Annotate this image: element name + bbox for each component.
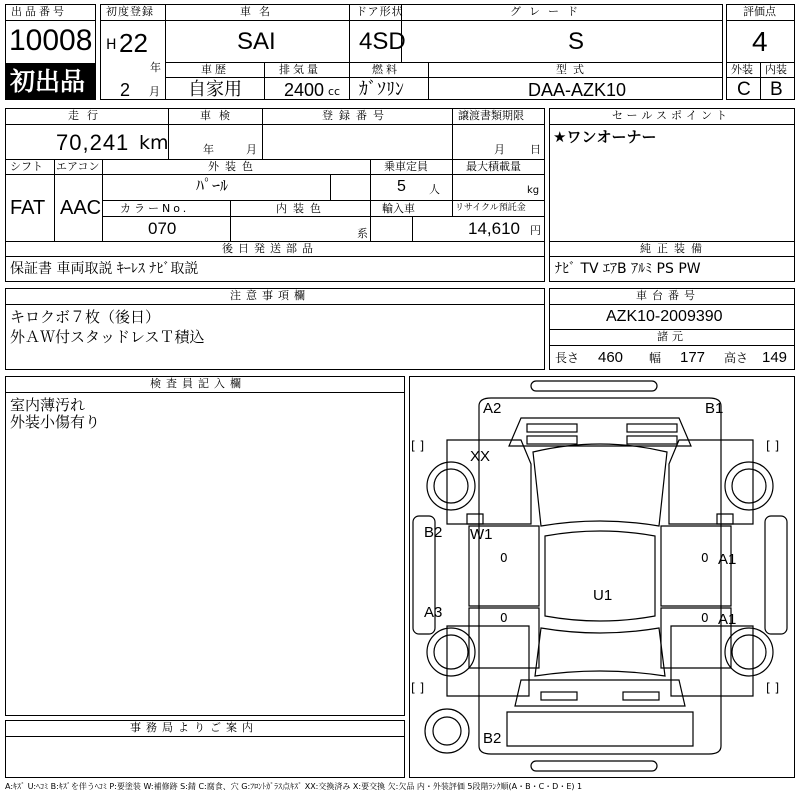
mileage-value: 70,241 bbox=[56, 130, 130, 155]
history-label: 車歴 bbox=[201, 63, 229, 76]
car-name-label: 車名 bbox=[240, 5, 278, 18]
genuine-equip-label: 純正装備 bbox=[640, 242, 708, 255]
inspection-month-unit: 月 bbox=[246, 143, 257, 156]
mark-rear: B2 bbox=[483, 730, 502, 747]
yen-unit: 円 bbox=[530, 224, 541, 237]
notes-line-2: 外ＡＷ付スタッドレスＴ積込 bbox=[10, 328, 205, 346]
door-value: 4SD bbox=[359, 28, 406, 55]
capacity-value: 5 bbox=[397, 178, 406, 195]
grade-value: S bbox=[568, 28, 585, 55]
lot-number-value: 10008 bbox=[9, 24, 93, 57]
bracket-left-front: [ ] bbox=[411, 439, 425, 453]
bracket-right-front: [ ] bbox=[766, 439, 780, 453]
doc-month-unit: 月 bbox=[494, 143, 505, 156]
mark-right-rear-door: A1 bbox=[718, 611, 737, 628]
model-code-label: 型式 bbox=[556, 63, 590, 76]
car-name-value: SAI bbox=[237, 28, 276, 55]
aircon-value: AAC bbox=[60, 197, 102, 219]
color-no-label: カラーNo. bbox=[120, 202, 190, 215]
chassis-label: 車台番号 bbox=[636, 289, 700, 302]
width-label: 幅 bbox=[649, 351, 662, 365]
score-label: 評価点 bbox=[743, 5, 776, 18]
displacement-value: 2400 bbox=[284, 80, 325, 100]
later-parts-label: 後日発送部品 bbox=[222, 242, 318, 255]
office-label: 事務局よりご案内 bbox=[130, 721, 258, 734]
inspection-label: 車検 bbox=[200, 109, 238, 122]
interior-label: 内装 bbox=[765, 63, 787, 76]
mark-left-rear-door: A3 bbox=[424, 604, 443, 621]
mileage-label: 走行 bbox=[68, 109, 106, 122]
sales-point-label: セールスポイント bbox=[612, 109, 732, 122]
year-unit: 年 bbox=[150, 61, 161, 74]
chassis-value: AZK10-2009390 bbox=[606, 308, 723, 325]
zero-mark-1: 0 bbox=[500, 551, 508, 565]
ext-color-label: 外装色 bbox=[208, 160, 259, 173]
fuel-value: ｶﾞｿﾘﾝ bbox=[359, 79, 404, 100]
notes-line-1: キロクボ７枚（後日） bbox=[10, 308, 161, 326]
mark-roof: U1 bbox=[593, 587, 613, 604]
shift-value: FAT bbox=[10, 197, 46, 219]
lot-number-label: 出品番号 bbox=[11, 5, 67, 18]
mark-hood: XX bbox=[470, 448, 491, 465]
length-value: 460 bbox=[598, 349, 624, 366]
capacity-label: 乗車定員 bbox=[384, 160, 428, 173]
mark-left-front-door: B2 bbox=[424, 524, 443, 541]
person-unit: 人 bbox=[429, 183, 440, 196]
genuine-equip-value: ﾅﾋﾞ TV ｴｱB ｱﾙﾐ PS PW bbox=[555, 261, 701, 277]
int-color-label: 内装色 bbox=[276, 202, 327, 215]
dimensions-label: 諸元 bbox=[657, 330, 687, 343]
door-label: ドア形状 bbox=[356, 5, 404, 18]
inspector-line-2: 外装小傷有り bbox=[10, 413, 101, 431]
displacement-label: 排気量 bbox=[279, 63, 321, 76]
legend-text: A:ｷｽﾞ U:ﾍｺﾐ B:ｷｽﾞを伴うﾍｺﾐ P:要塗装 W:補修跡 S:錆 C:腐食、穴 G:ﾌﾛﾝﾄｶﾞﾗｽ点ｷｽﾞ XX:交換済み X:要交換 欠:欠品 内・外装評価 5段階ﾗﾝｸ順(A・B・C・D・E) 1 bbox=[5, 782, 583, 791]
ext-color-value: ﾊﾟｰﾙ bbox=[196, 176, 229, 195]
reg-no-label: 登録番号 bbox=[322, 109, 390, 122]
exterior-label: 外装 bbox=[731, 63, 753, 76]
first-reg-label: 初度登録 bbox=[106, 5, 154, 18]
reg-month-value: 2 bbox=[120, 80, 131, 100]
car-diagram bbox=[409, 376, 795, 778]
mark-front-left: A2 bbox=[483, 400, 502, 417]
mark-front-right: B1 bbox=[705, 400, 724, 417]
km-unit: km bbox=[139, 132, 169, 154]
model-code-value: DAA-AZK10 bbox=[528, 80, 627, 100]
zero-mark-3: 0 bbox=[500, 611, 508, 625]
length-label: 長さ bbox=[555, 351, 580, 365]
mark-right-front-door: A1 bbox=[718, 551, 737, 568]
sales-point-value: ★ワンオーナー bbox=[553, 128, 657, 146]
transfer-doc-label: 譲渡書類期限 bbox=[458, 109, 524, 122]
score-value: 4 bbox=[752, 26, 768, 57]
zero-mark-4: 0 bbox=[701, 611, 709, 625]
month-unit: 月 bbox=[149, 85, 160, 98]
interior-grade-value: B bbox=[770, 79, 783, 100]
era-value: H bbox=[106, 37, 117, 53]
zero-mark-2: 0 bbox=[701, 551, 709, 565]
doc-day-unit: 日 bbox=[530, 143, 541, 156]
kg-unit: kg bbox=[527, 185, 540, 196]
cc-unit: cc bbox=[328, 85, 341, 98]
later-parts-value: 保証書 車両取説 ｷｰﾚｽ ﾅﾋﾞ取説 bbox=[10, 261, 199, 277]
import-label: 輸入車 bbox=[382, 202, 415, 215]
history-value: 自家用 bbox=[188, 79, 242, 100]
shift-label: シフト bbox=[10, 160, 43, 173]
exterior-grade-value: C bbox=[737, 79, 751, 100]
max-load-label: 最大積載量 bbox=[466, 160, 521, 173]
recycle-label: リサイクル預託金 bbox=[455, 203, 526, 213]
inspector-label: 検査員記入欄 bbox=[150, 377, 246, 390]
grade-label: グレード bbox=[510, 5, 586, 18]
inspector-line-1: 室内薄汚れ bbox=[10, 396, 86, 414]
recycle-value: 14,610 bbox=[468, 219, 520, 238]
fuel-label: 燃料 bbox=[372, 63, 400, 76]
inspection-year-unit: 年 bbox=[203, 143, 214, 156]
notes-label: 注意事項欄 bbox=[230, 289, 310, 302]
reg-year-value: 22 bbox=[119, 28, 148, 58]
color-no-value: 070 bbox=[148, 219, 177, 238]
first-listing-label: 初出品 bbox=[10, 67, 86, 96]
kei-unit: 系 bbox=[357, 227, 368, 240]
aircon-label: エアコン bbox=[56, 160, 100, 173]
width-value: 177 bbox=[680, 349, 706, 366]
height-value: 149 bbox=[762, 349, 788, 366]
bracket-left-rear: [ ] bbox=[411, 681, 425, 695]
mark-windshield: W1 bbox=[470, 526, 493, 543]
height-label: 高さ bbox=[724, 351, 749, 365]
bracket-right-rear: [ ] bbox=[766, 681, 780, 695]
